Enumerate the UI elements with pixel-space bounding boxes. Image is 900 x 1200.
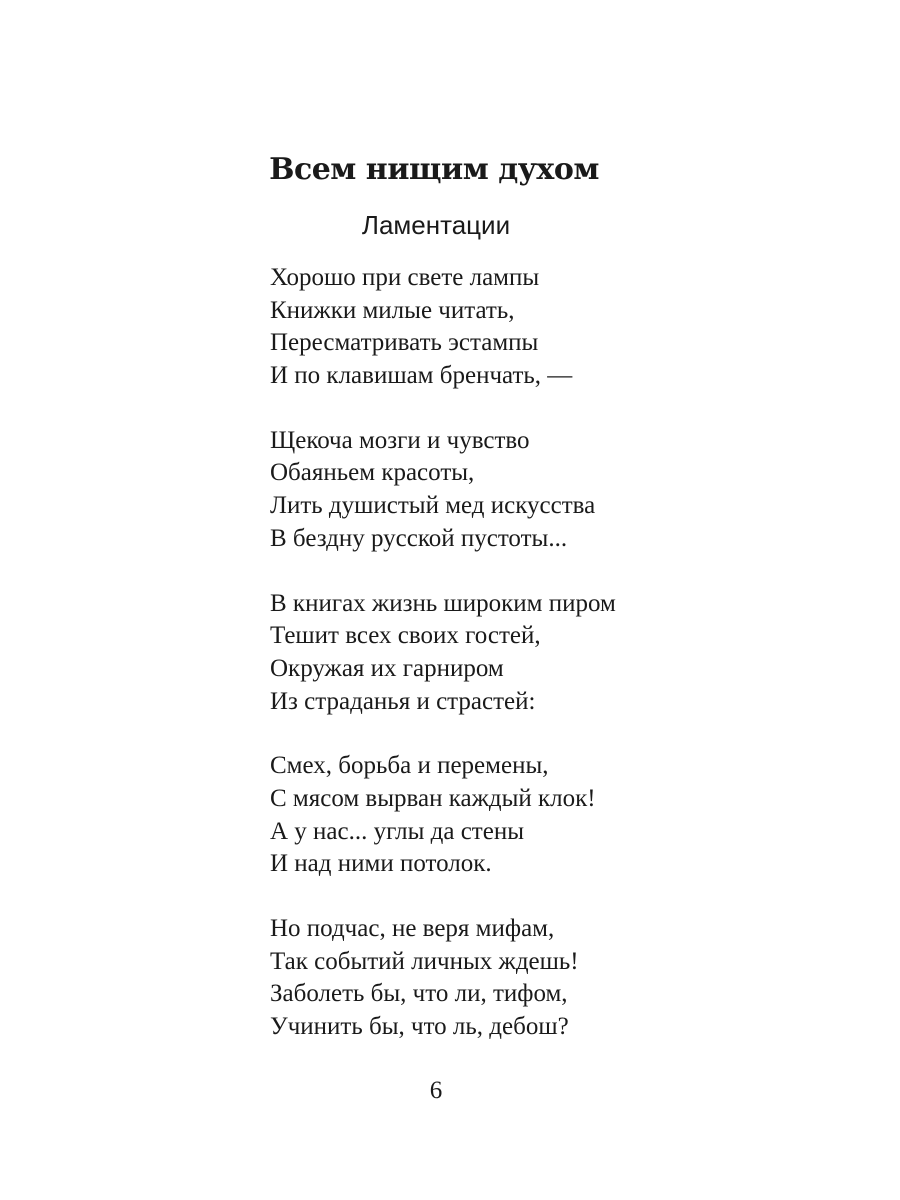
- poem-line: Заболеть бы, что ли, тифом,: [270, 980, 568, 1008]
- poem-line: В книгах жизнь широким пиром: [270, 589, 616, 617]
- poem-line: Хорошо при свете лампы: [270, 264, 540, 291]
- stanza-5: [270, 913, 830, 1044]
- poem-line: С мясом вырван каждый клок!: [270, 784, 596, 812]
- poem-line: Книжки милые читать,: [270, 296, 515, 324]
- stanza-1: [270, 262, 830, 393]
- poem-line: Лить душистый мед искусства: [270, 492, 596, 520]
- poem-line: Так событий личных ждешь!: [270, 947, 579, 975]
- stanza-4: [270, 750, 830, 881]
- poem-title: Всем нищим духом: [269, 152, 599, 187]
- poem-line: А у нас... углы да стены: [270, 817, 524, 845]
- poem-line: Тешит всех своих гостей,: [270, 622, 541, 650]
- poem-line: Из страданья и страстей:: [270, 687, 536, 715]
- poem-subtitle: Ламентации: [361, 210, 511, 240]
- poem-line: Но подчас, не веря мифам,: [270, 915, 555, 942]
- page-number: 6: [429, 1077, 443, 1104]
- poem-line: В бездну русской пустоты...: [270, 524, 568, 552]
- stanza-2: [270, 425, 830, 556]
- poem-line: Смех, борьба и перемены,: [270, 752, 549, 780]
- poem-line: Пересматривать эстампы: [270, 329, 539, 357]
- poem-line: Щекоча мозги и чувство: [270, 426, 530, 454]
- poem-line: Окружая их гарниром: [270, 654, 504, 682]
- poem-line: Обаяньем красоты,: [270, 459, 475, 487]
- poem-body: [270, 262, 830, 1076]
- poem-line: И над ними потолок.: [270, 850, 492, 878]
- stanza-3: [270, 588, 830, 719]
- poem-line: И по клавишам бренчать, —: [270, 362, 573, 390]
- poem-line: Учинить бы, что ль, дебош?: [270, 1013, 569, 1041]
